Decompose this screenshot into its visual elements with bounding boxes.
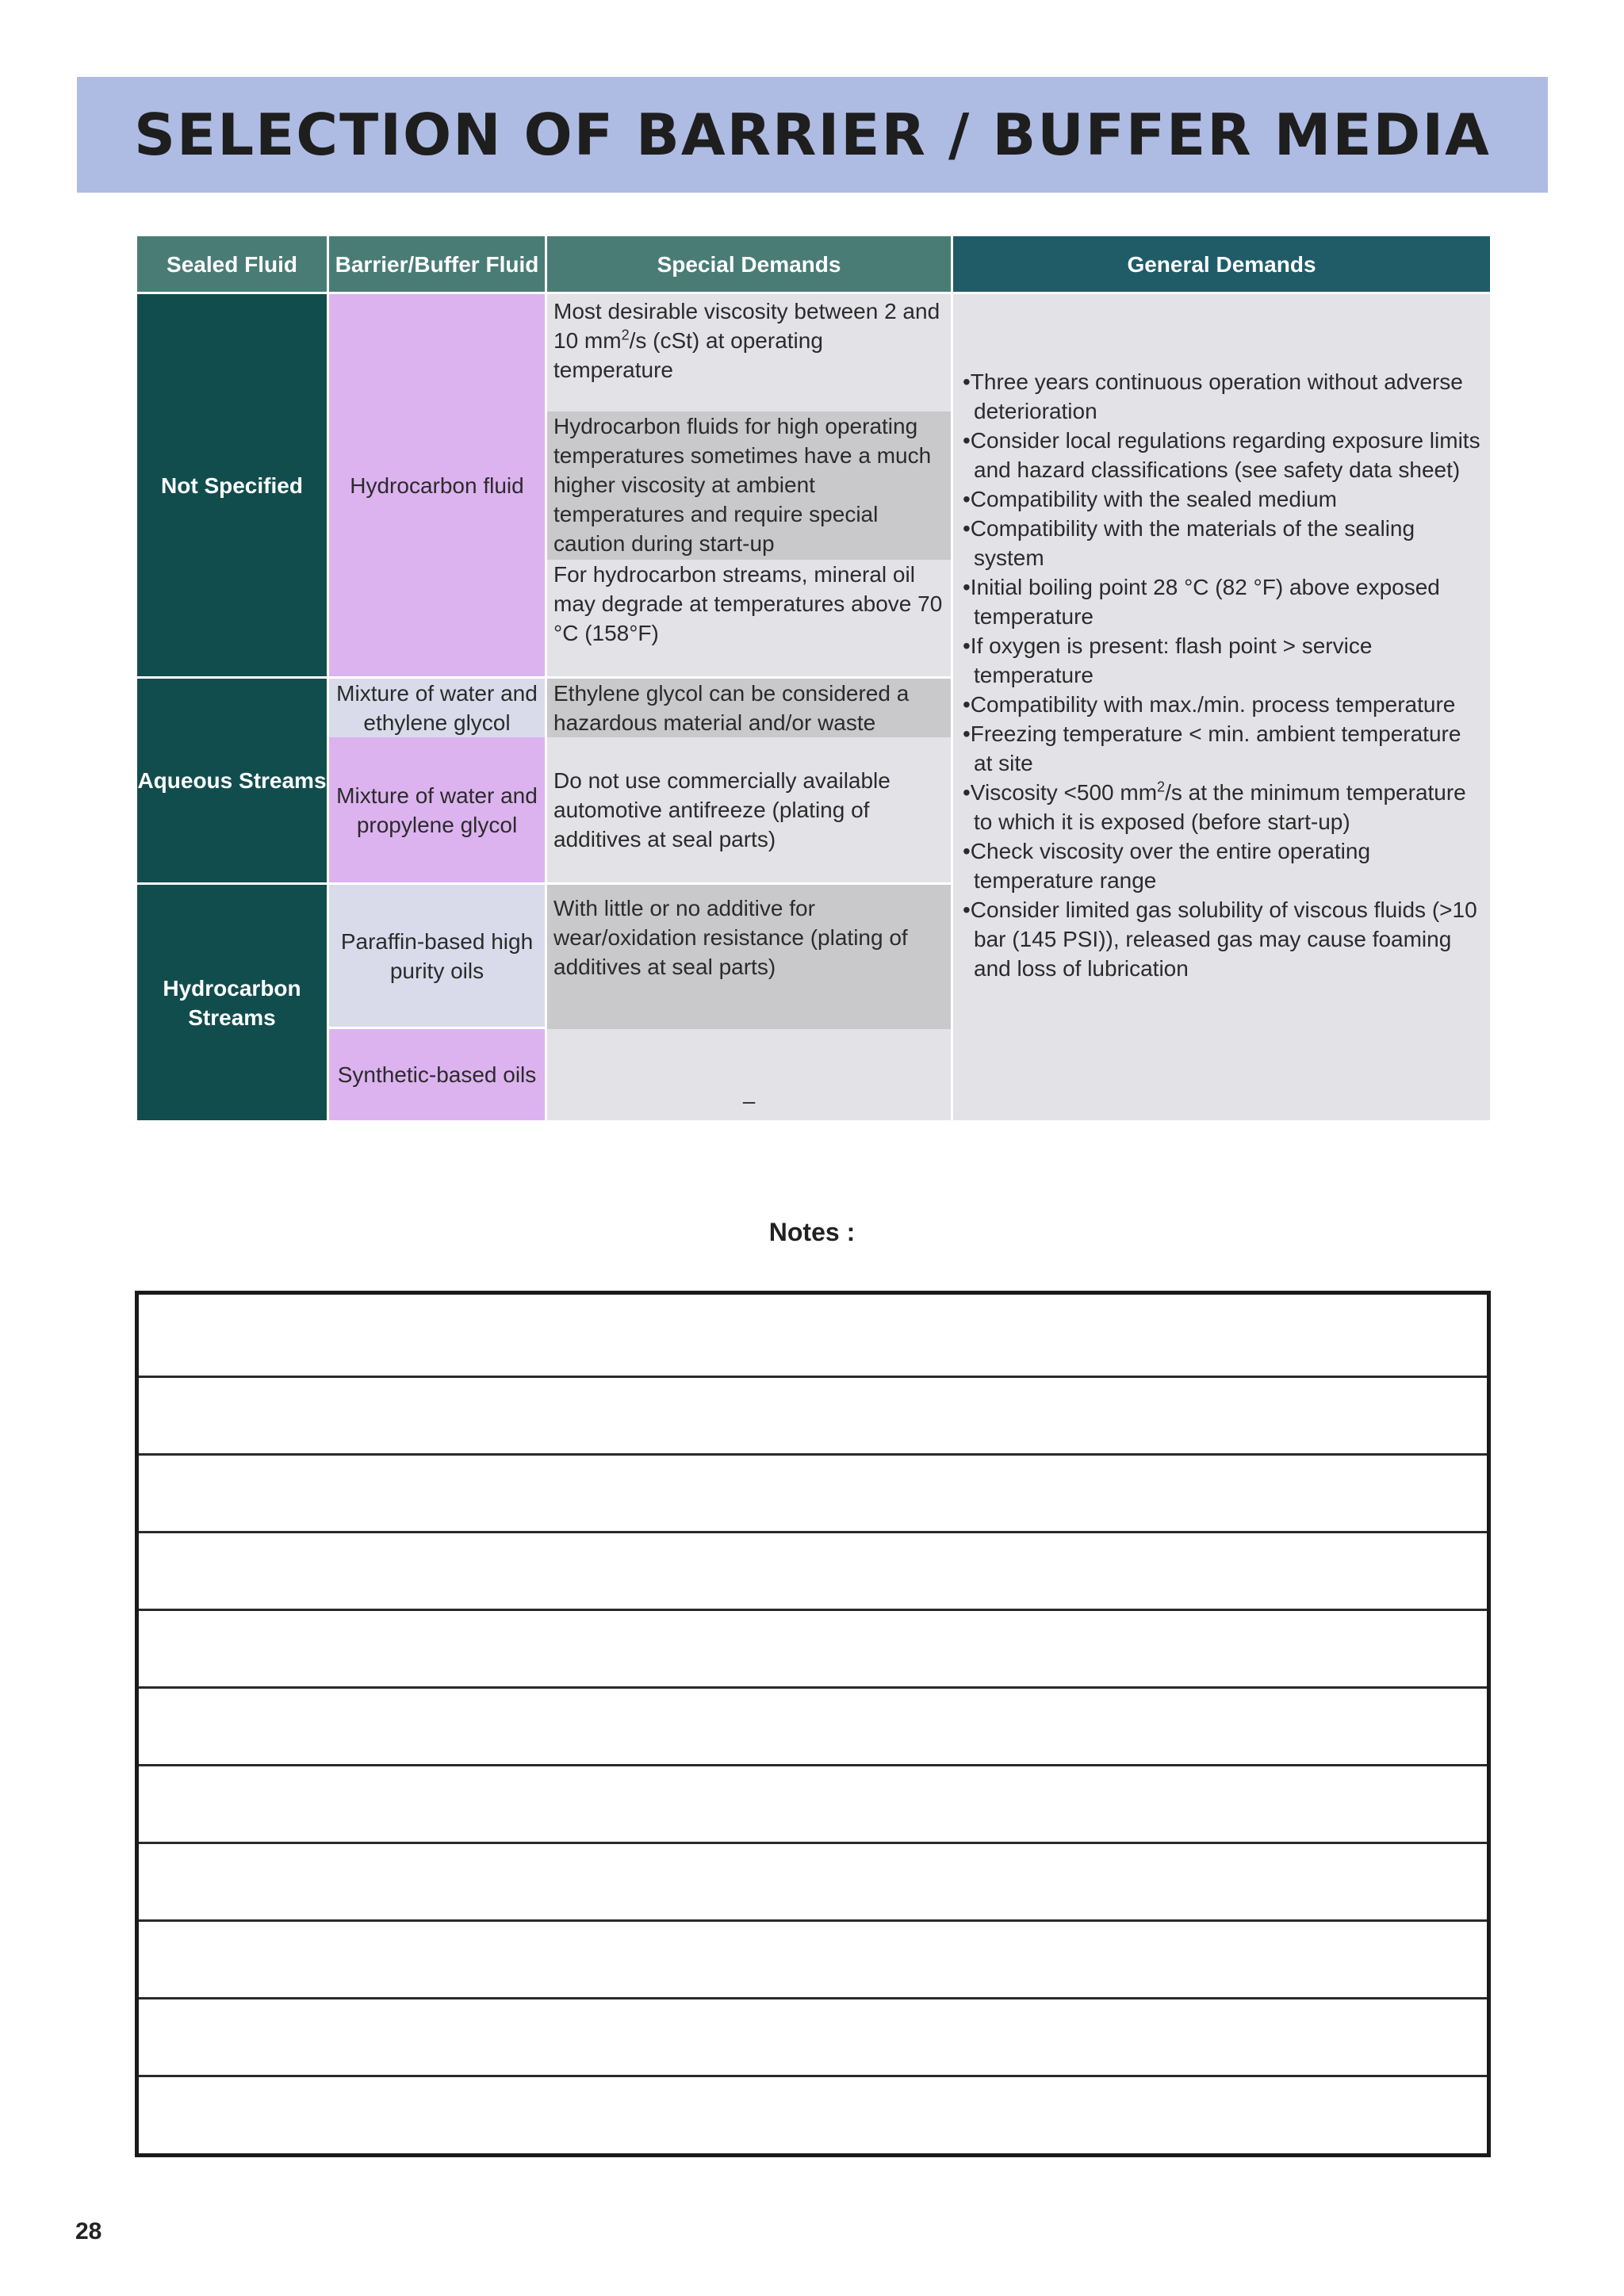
note-line xyxy=(139,1376,1487,1378)
header-general-demands: General Demands xyxy=(953,236,1490,292)
special-ethylene-glycol: Ethylene glycol can be considered a hazardous material and/or waste xyxy=(547,679,951,737)
group-aqueous-streams: Aqueous Streams xyxy=(137,679,327,882)
special-additive: With little or no additive for wear/oxidation resistance (plating of additives at seal parts) xyxy=(547,885,951,1029)
header-barrier-buffer-fluid: Barrier/Buffer Fluid xyxy=(329,236,545,292)
fluid-water-propylene-glycol: Mixture of water and propylene glycol xyxy=(329,737,545,882)
general-item: •Compatibility with max./min. process temperature xyxy=(963,692,1456,717)
note-line xyxy=(139,1997,1487,1999)
header-sealed-fluid: Sealed Fluid xyxy=(137,236,327,292)
group-hydrocarbon-streams: Hydrocarbon Streams xyxy=(137,885,327,1120)
general-item: •If oxygen is present: flash point > service temperature xyxy=(963,633,1373,687)
special-synthetic-dash: – xyxy=(547,1029,951,1120)
special-mineral-oil: For hydrocarbon streams, mineral oil may degrade at temperatures above 70 °C (158°F) xyxy=(547,560,951,676)
general-item: •Consider limited gas solubility of viscous fluids (>10 bar (145 PSI)), released gas may cause foaming and loss of lubrication xyxy=(963,897,1477,981)
notes-box[interactable] xyxy=(135,1291,1491,2157)
special-high-temp: Hydrocarbon fluids for high operating temperatures sometimes have a much higher viscosity at ambient temperatures and require special caution during start-up xyxy=(547,411,951,560)
special-viscosity-sup: 2 xyxy=(621,327,630,343)
note-line xyxy=(139,1919,1487,1922)
title-banner xyxy=(77,77,1548,193)
special-viscosity-text-b: /s (cSt) at operating temperature xyxy=(553,328,823,382)
fluid-paraffin-oils: Paraffin-based high purity oils xyxy=(329,885,545,1027)
page-number: 28 xyxy=(75,2218,102,2244)
general-demands-cell xyxy=(953,294,1490,1120)
general-item: •Freezing temperature < min. ambient temperature at site xyxy=(963,721,1461,775)
general-item: •Check viscosity over the entire operating temperature range xyxy=(963,839,1371,893)
general-viscosity-sup: 2 xyxy=(1157,779,1166,795)
note-line xyxy=(139,1764,1487,1766)
special-viscosity-text: Most desirable viscosity between 2 and 10 mm xyxy=(553,299,940,353)
general-item: •Three years continuous operation without adverse deterioration xyxy=(963,369,1463,423)
note-line xyxy=(139,1686,1487,1689)
note-line xyxy=(139,1609,1487,1611)
special-antifreeze xyxy=(547,737,951,882)
special-viscosity xyxy=(547,294,951,411)
note-line xyxy=(139,1531,1487,1533)
general-item-viscosity xyxy=(963,778,1482,836)
general-viscosity-a: •Viscosity <500 mm xyxy=(963,780,1158,805)
fluid-synthetic-oils: Synthetic-based oils xyxy=(329,1029,545,1120)
note-line xyxy=(139,1453,1487,1456)
general-viscosity-b: /s at the minimum temperature to which it is exposed (before start-up) xyxy=(974,780,1466,834)
general-item: •Consider local regulations regarding exposure limits and hazard classifications (see safety data sheet) xyxy=(963,428,1480,482)
group-not-specified: Not Specified xyxy=(137,294,327,676)
header-special-demands: Special Demands xyxy=(547,236,951,292)
note-line xyxy=(139,2075,1487,2077)
notes-title: Notes : xyxy=(768,1218,856,1246)
fluid-water-ethylene-glycol: Mixture of water and ethylene glycol xyxy=(329,679,545,737)
note-line xyxy=(139,1842,1487,1844)
special-antifreeze-text: Do not use commercially available automotive antifreeze (plating of additives at seal parts) xyxy=(553,768,891,851)
general-item: •Compatibility with the materials of the sealing system xyxy=(963,516,1415,570)
general-item: •Compatibility with the sealed medium xyxy=(963,487,1338,511)
page-title: SELECTION OF BARRIER / BUFFER MEDIA xyxy=(134,101,1491,168)
general-demands-list xyxy=(963,367,1482,983)
fluid-hydrocarbon: Hydrocarbon fluid xyxy=(329,294,545,676)
general-item: •Initial boiling point 28 °C (82 °F) above exposed temperature xyxy=(963,575,1440,629)
